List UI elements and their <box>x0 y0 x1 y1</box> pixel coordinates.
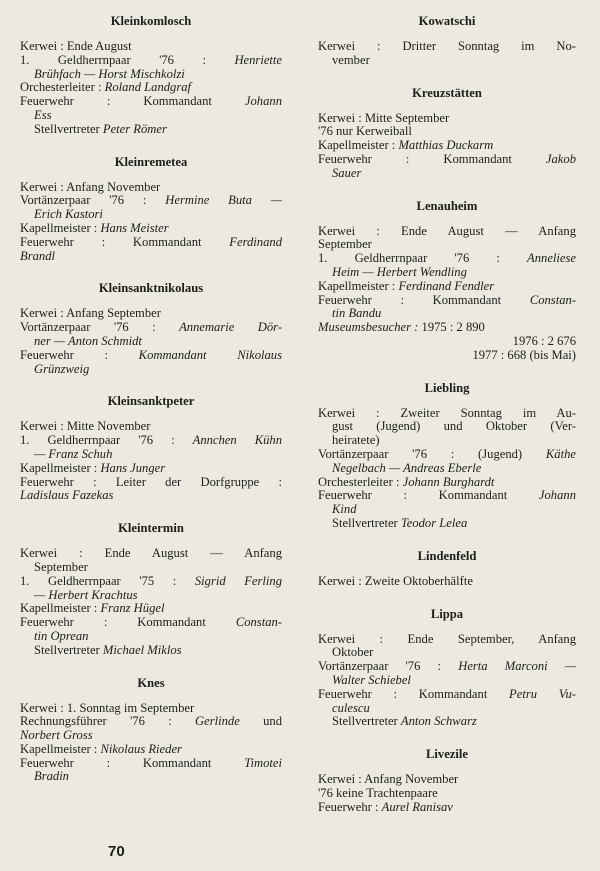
label-text: Feuerwehr : Kommandant <box>20 95 245 109</box>
label-text: Kerwei : Anfang November <box>20 180 161 194</box>
text-line <box>318 715 576 729</box>
person-name: culescu <box>332 701 370 715</box>
entry-kleinremetea <box>20 155 282 264</box>
text-line <box>318 660 576 674</box>
text-line <box>20 95 282 109</box>
text-line <box>20 109 282 123</box>
label-text: Vortänzerpaar '76 : <box>318 660 459 674</box>
person-name: Heim — Herbert Wendling <box>332 265 467 279</box>
label-text: Feuerwehr : Kommandant <box>318 152 546 166</box>
entry-text <box>318 633 576 730</box>
person-name: Brandl <box>20 249 55 263</box>
person-name: Sigrid Ferling <box>194 574 282 588</box>
label-text: Kapellmeister : <box>20 742 101 756</box>
entry-livezile <box>318 747 576 814</box>
person-name: Teodor Lelea <box>400 516 468 530</box>
text-line <box>318 633 576 647</box>
text-line <box>318 40 576 54</box>
village-heading: Kleinkomlosch <box>110 14 192 28</box>
person-name: Brühfach — Horst Mischkolzi <box>34 67 185 81</box>
text-line <box>20 757 282 771</box>
text-line <box>318 420 576 434</box>
text-line <box>20 81 282 95</box>
label-text: 1977 : 668 (bis Mai) <box>472 348 576 362</box>
text-line <box>20 208 282 222</box>
entry-kleinsanktpeter <box>20 394 282 503</box>
person-name: Norbert Gross <box>20 729 93 743</box>
text-line <box>318 674 576 688</box>
entry-knes <box>20 676 282 785</box>
entry-lindenfeld <box>318 549 576 589</box>
village-heading: Kleinsanktnikolaus <box>98 281 204 296</box>
label-text: Orchesterleiter : <box>318 475 403 489</box>
text-line <box>20 68 282 82</box>
label-text: Feuerwehr : Kommandant <box>318 489 539 503</box>
label-text: heiratete) <box>332 434 380 448</box>
label-text: Feuerwehr : <box>20 348 139 362</box>
village-heading: Kleinsanktpeter <box>107 394 195 409</box>
label-text: und <box>239 715 282 729</box>
person-name: Nikolaus Rieder <box>100 742 182 756</box>
village-heading: Livezile <box>426 747 468 762</box>
label-text: Kapellmeister : <box>20 602 101 616</box>
entry-text <box>20 702 282 785</box>
entry-text <box>318 407 576 531</box>
entry-text <box>20 40 282 137</box>
entry-text <box>20 420 282 503</box>
person-name: — Herbert Krachtus <box>34 588 138 602</box>
label-text: Feuerwehr : Kommandant <box>20 235 230 249</box>
text-line <box>318 307 576 321</box>
entry-kleintermin <box>20 521 282 657</box>
entry-lippa <box>318 607 576 730</box>
person-name: Bradin <box>34 770 69 784</box>
person-name: Franz Hügel <box>100 602 165 616</box>
text-line <box>20 616 282 630</box>
text-line <box>318 646 576 660</box>
text-line <box>20 420 282 434</box>
label-text: Vortänzerpaar '76 : <box>20 321 180 335</box>
label-text: Rechnungsführer '76 : <box>20 715 196 729</box>
label-text: Kapellmeister : <box>318 279 399 293</box>
village-heading: Kowatschi <box>418 14 476 28</box>
label-text: Feuerwehr : Kommandant <box>318 293 530 307</box>
person-name: Erich Kastori <box>34 208 103 222</box>
text-line <box>318 139 576 153</box>
person-name: Hans Junger <box>100 461 166 475</box>
text-line <box>318 153 576 167</box>
label-text: Feuerwehr : <box>318 800 382 814</box>
label-text: vember <box>332 53 370 67</box>
text-line <box>318 280 576 294</box>
label-text: Kerwei : Ende August — Anfang <box>318 224 576 238</box>
person-name: Grünzweig <box>34 362 90 376</box>
label-text: Kapellmeister : <box>318 139 399 153</box>
entry-text <box>318 40 576 68</box>
text-line <box>318 462 576 476</box>
person-name: Petru Vu- <box>509 687 576 701</box>
label-text: Stellvertreter <box>34 643 103 657</box>
label-text: September <box>34 560 88 574</box>
village-heading: Lippa <box>430 606 464 621</box>
text-line <box>20 222 282 236</box>
person-name: Johann <box>538 489 576 503</box>
text-line <box>318 476 576 490</box>
text-line <box>318 787 576 801</box>
label-text: Feuerwehr : Leiter der Dorfgruppe : <box>20 475 282 489</box>
right-column <box>318 14 576 832</box>
label-text: '76 keine Trachtenpaare <box>318 786 438 800</box>
text-line <box>20 448 282 462</box>
label-text: 1975 : 2 890 <box>421 321 485 335</box>
text-line <box>20 489 282 503</box>
entry-text <box>20 181 282 264</box>
text-line <box>318 321 576 335</box>
text-line <box>20 236 282 250</box>
person-name: Constan- <box>529 293 576 307</box>
person-name: Anton Schwarz <box>400 715 477 729</box>
label-text: September <box>318 238 372 252</box>
person-name: Ess <box>34 108 52 122</box>
person-name: Henriette <box>234 53 282 67</box>
text-line <box>20 363 282 377</box>
person-name: Ferdinand <box>229 235 282 249</box>
person-name: Michael Miklos <box>102 643 182 657</box>
label-text: Kerwei : Zweite Oktoberhälfte <box>318 574 473 588</box>
entry-kreuzstaetten <box>318 86 576 181</box>
text-line <box>20 547 282 561</box>
person-name: tin Oprean <box>34 629 89 643</box>
person-name: Annchen Kühn <box>192 434 282 448</box>
entry-text <box>20 547 282 657</box>
label-text: Kerwei : 1. Sonntag im September <box>20 701 195 715</box>
label-text: Kerwei : Anfang November <box>318 773 459 787</box>
text-line <box>318 448 576 462</box>
left-column <box>20 14 282 802</box>
text-line <box>318 335 576 349</box>
person-name: Hans Meister <box>100 221 169 235</box>
text-line <box>20 462 282 476</box>
village-heading: Lenauheim <box>416 198 478 213</box>
person-name: Jakob <box>545 152 576 166</box>
text-line <box>20 575 282 589</box>
label-text: Kerwei : Mitte November <box>20 420 151 434</box>
person-name: Sauer <box>332 166 362 180</box>
text-line <box>20 54 282 68</box>
person-name: Kommandant Nikolaus <box>138 348 282 362</box>
person-name: Matthias Duckarm <box>398 139 494 153</box>
label-text: 1. Geldherrnpaar '76 : <box>20 53 235 67</box>
text-line <box>318 702 576 716</box>
text-line <box>20 644 282 658</box>
entry-text <box>318 225 576 363</box>
entry-liebling <box>318 381 576 531</box>
entry-text <box>318 575 576 589</box>
village-heading: Kreuzstätten <box>412 85 482 100</box>
label-text: 1. Geldherrnpaar '76 : <box>20 434 193 448</box>
text-line <box>20 589 282 603</box>
label-text: Stellvertreter <box>332 516 401 530</box>
village-heading: Kleintermin <box>118 521 184 536</box>
person-name: Peter Römer <box>102 122 167 136</box>
text-line <box>20 349 282 363</box>
text-line <box>20 40 282 54</box>
label-text: Kapellmeister : <box>20 221 101 235</box>
text-line <box>20 715 282 729</box>
text-line <box>20 307 282 321</box>
person-name: Annemarie Dör- <box>179 321 282 335</box>
text-line <box>20 321 282 335</box>
text-line <box>20 702 282 716</box>
person-name: Johann <box>244 95 282 109</box>
person-name: Käthe <box>545 447 576 461</box>
person-name: Kind <box>332 503 357 517</box>
text-line <box>318 489 576 503</box>
label-text: Oktober <box>332 646 374 660</box>
text-line <box>318 54 576 68</box>
entry-kleinsanktnikolaus <box>20 281 282 376</box>
text-line <box>318 167 576 181</box>
label-text: Feuerwehr : Kommandant <box>318 687 510 701</box>
entry-lenauheim <box>318 199 576 363</box>
person-name: Timotei <box>244 756 282 770</box>
text-line <box>318 294 576 308</box>
label-text: gust (Jugend) und Oktober (Ver- <box>332 420 576 434</box>
person-name: Herta Marconi — <box>458 660 576 674</box>
village-heading: Knes <box>137 675 165 690</box>
text-line <box>318 773 576 787</box>
text-line <box>318 349 576 363</box>
text-line <box>20 729 282 743</box>
label-text: 1976 : 2 676 <box>512 334 576 348</box>
label-text: Kerwei : Ende August <box>20 40 132 53</box>
label-text: Feuerwehr : Kommandant <box>20 616 236 630</box>
person-name: Negelbach — Andreas Eberle <box>332 461 482 475</box>
text-line <box>318 112 576 126</box>
text-line <box>318 434 576 448</box>
person-name: Johann Burghardt <box>402 475 495 489</box>
village-heading: Lindenfeld <box>417 548 477 563</box>
label-text: Kerwei : Dritter Sonntag im No- <box>318 40 576 53</box>
text-line <box>20 194 282 208</box>
text-line <box>20 123 282 137</box>
label-text: Kerwei : Anfang September <box>20 307 161 321</box>
person-name: Museumsbesucher : <box>318 321 422 335</box>
text-line <box>20 181 282 195</box>
page-number: 70 <box>108 843 125 860</box>
village-heading: Liebling <box>424 380 470 395</box>
label-text: '76 nur Kerweiball <box>318 125 412 139</box>
label-text: Kapellmeister : <box>20 461 101 475</box>
person-name: Constan- <box>235 616 282 630</box>
text-line <box>20 335 282 349</box>
label-text: Stellvertreter <box>332 715 401 729</box>
village-heading: Kleinremetea <box>114 154 188 169</box>
label-text: Orchesterleiter : <box>20 81 105 95</box>
label-text: Kerwei : Ende August — Anfang <box>20 547 282 561</box>
text-line <box>20 250 282 264</box>
person-name: — Franz Schuh <box>34 447 113 461</box>
person-name: tin Bandu <box>332 307 382 321</box>
text-line <box>318 503 576 517</box>
label-text: 1. Geldherrnpaar '75 : <box>20 574 195 588</box>
text-line <box>318 517 576 531</box>
text-line <box>318 688 576 702</box>
label-text: Kerwei : Ende September, Anfang <box>318 632 576 646</box>
label-text: Kerwei : Mitte September <box>318 111 450 125</box>
entry-text <box>318 773 576 814</box>
text-line <box>20 561 282 575</box>
entry-text <box>20 307 282 376</box>
text-line <box>318 225 576 239</box>
text-line <box>318 575 576 589</box>
person-name: Ferdinand Fendler <box>398 279 495 293</box>
person-name: Hermine Buta — <box>165 194 282 208</box>
text-line <box>20 434 282 448</box>
text-line <box>20 602 282 616</box>
text-line <box>318 125 576 139</box>
entry-kleinkomlosch <box>20 14 282 137</box>
person-name: Anneliese <box>527 252 576 266</box>
text-line <box>318 238 576 252</box>
text-line <box>20 770 282 784</box>
text-line <box>20 743 282 757</box>
person-name: Ladislaus Fazekas <box>20 489 114 503</box>
text-line <box>318 407 576 421</box>
person-name: ner — Anton Schmidt <box>34 334 142 348</box>
text-line <box>20 630 282 644</box>
label-text: 1. Geldherrnpaar '76 : <box>318 252 528 266</box>
text-line <box>318 801 576 815</box>
label-text: Vortänzerpaar '76 : <box>20 194 166 208</box>
label-text: Kerwei : Zweiter Sonntag im Au- <box>318 406 576 420</box>
label-text: Vortänzerpaar '76 : (Jugend) <box>318 447 546 461</box>
person-name: Aurel Ranisav <box>381 800 453 814</box>
entry-kowatschi <box>318 14 576 68</box>
label-text: Feuerwehr : Kommandant <box>20 756 245 770</box>
text-line <box>318 252 576 266</box>
label-text: Stellvertreter <box>34 122 103 136</box>
person-name: Roland Landgraf <box>104 81 192 95</box>
text-line <box>20 476 282 490</box>
person-name: Gerlinde <box>195 715 240 729</box>
entry-text <box>318 112 576 181</box>
person-name: Walter Schiebel <box>332 673 411 687</box>
text-line <box>318 266 576 280</box>
